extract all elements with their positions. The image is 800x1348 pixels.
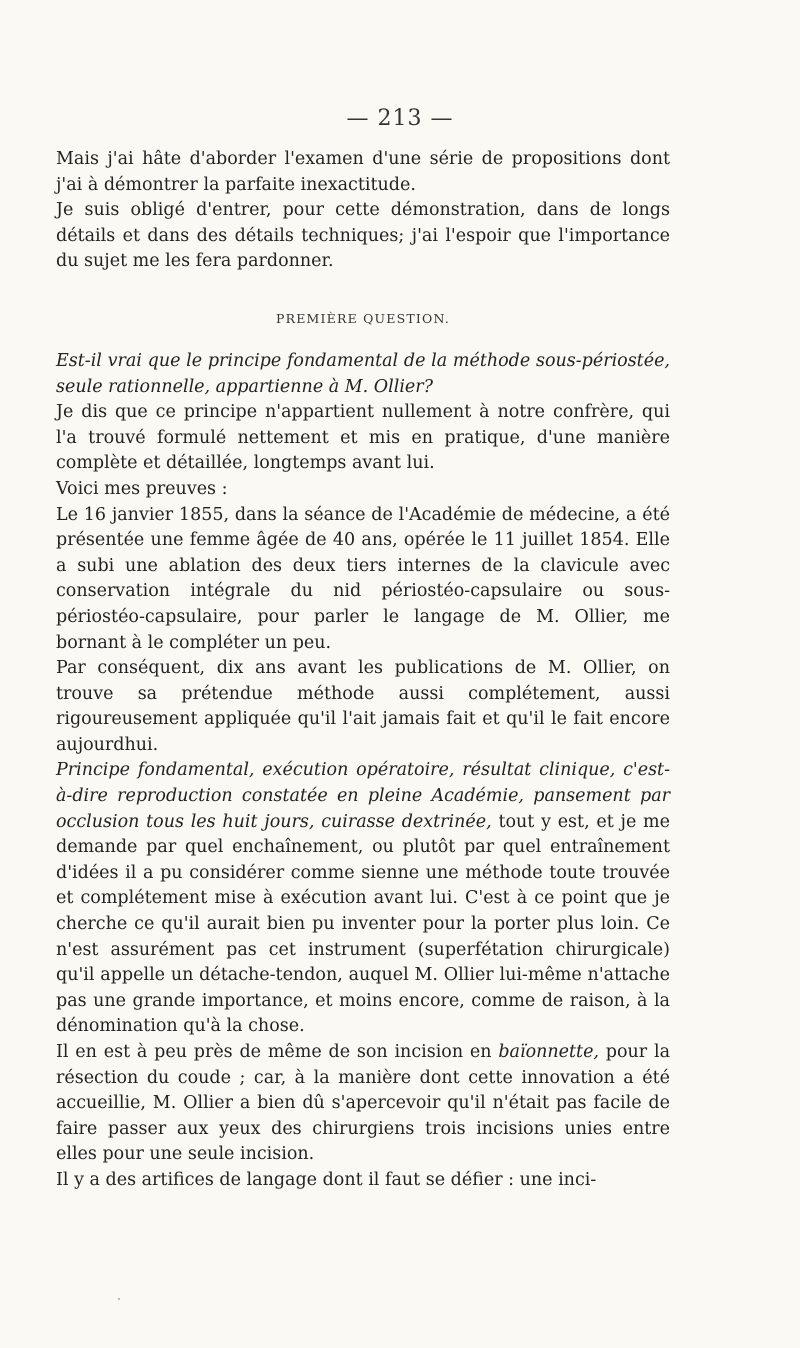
body-text — [56, 147, 670, 1194]
section-heading: PREMIÈRE QUESTION. — [275, 310, 451, 326]
paragraph — [56, 1040, 670, 1168]
page-number: — 213 — — [346, 106, 454, 131]
paragraph: Mais j'ai hâte d'aborder l'examen d'une série de propositions dont j'ai à démontrer la parfaite inexactitude. — [56, 149, 670, 195]
text-span: tout y est, et je me demande par quel enchaînement, ou plutôt par quel entraînement d'idées il a pu considérer comme sienne une méthode toute trouvée et complétement mise à exécution avant lui. C'est à ce point que je cherche ce qu'il aurait bien pu inventer pour la porter plus loin. Ce n'est assurément pas cet instrument (superfétation chirurgicale) qu'il appelle un détache-tendon, auquel M. Ollier lui-même n'attache pas une grande importance, et moins encore, comme de raison, à la dénomination qu'à la chose. — [56, 811, 670, 1037]
spacer — [56, 329, 670, 349]
paragraph — [56, 758, 670, 1040]
italic-span: Principe fondamental, exécution opératoire, résultat clinique, c'est-à-dire reproduction constatée en pleine Académie, pansement par occlusion tous les huit jours, cuirasse dextrinée, — [56, 760, 670, 832]
paragraph: Je dis que ce principe n'appartient nullement à notre confrère, qui l'a trouvé formulé nettement et mis en pratique, d'une manière complète et détaillée, longtemps avant lui. — [56, 402, 670, 474]
paragraph: Je suis obligé d'entrer, pour cette démonstration, dans de longs détails et dans des détails techniques; j'ai l'espoir que l'importance du sujet me les fera pardonner. — [56, 200, 670, 272]
italic-span: baïonnette, — [498, 1042, 599, 1062]
paragraph: Par conséquent, dix ans avant les publications de M. Ollier, on trouve sa prétendue méthode aussi complétement, aussi rigoureusement appliquée qu'il l'ait jamais fait et qu'il le fait encore aujourdhui. — [56, 658, 670, 755]
paragraph: Le 16 janvier 1855, dans la séance de l'Académie de médecine, a été présentée une femme âgée de 40 ans, opérée le 11 juillet 1854. Elle a subi une ablation des deux tiers internes de la clavicule avec conservation intégrale du nid périostéo-capsulaire ou sous-périostéo-capsulaire, pour parler le langage de M. Ollier, me bornant à le compléter un peu. — [56, 504, 670, 653]
spacer — [56, 275, 670, 309]
paragraph: Voici mes preuves : — [56, 478, 228, 499]
text-span: Il en est à peu près de même de son incision en — [56, 1042, 499, 1062]
text-span: pour la résection du coude ; car, à la manière dont cette innovation a été accueillie, M. Ollier a bien dû s'apercevoir qu'il n'était pas facile de faire passer aux yeux des chirurgiens trois incisions unies entre elles pour une seule incision. — [56, 1042, 671, 1165]
section-question: Est-il vrai que le principe fondamental de la méthode sous-périostée, seule rationnelle, appartienne à M. Ollier? — [56, 350, 670, 397]
paragraph: Il y a des artifices de langage dont il faut se défier : une inci- — [56, 1169, 597, 1190]
ink-speck — [118, 1298, 120, 1300]
